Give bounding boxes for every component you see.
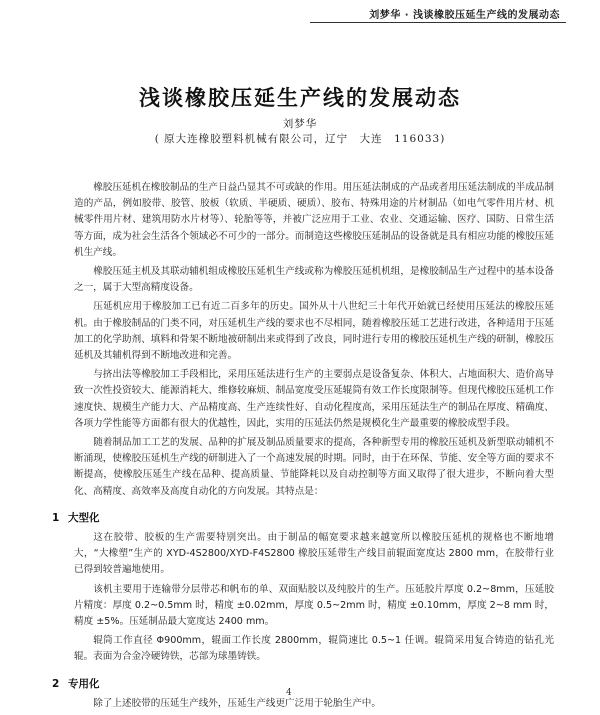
article-affiliation: ( 原大连橡胶塑料机械有限公司，辽宁 大连 116033) bbox=[154, 133, 446, 145]
section-1-paragraph-2: 该机主要用于连输带分层带芯和帆布的单、双面贴胶以及纯胶片的生产。压延胶片厚度 0.2~8mm，压延胶片精度：厚度 0.2~0.5mm 时，精度 ±0.02mm，厚度 0.5~2mm 时，精度 ±0.10mm，厚度 2~8 mm 时，精度 ±5%。压延制品最大宽度达 2400 mm。 bbox=[74, 583, 554, 628]
paragraph-4: 与挤出法等橡胶加工手段相比，采用压延法进行生产的主要弱点是设备复杂、体积大、占地面积大、造价高导致一次性投资较大、能源消耗大、维修较麻烦、制品宽度受压延辊筒有效工作长度限制等。但现代橡胶压延机工作速度快、规模生产能力大、产品精度高、生产连续性好、自动化程度高，采用压延法生产的制品在厚度、精确度、各项力学性能等方面都有很大的优越性，因此，实用的压延法仍然是规模化生产最重要的橡胶成型手段。 bbox=[74, 369, 554, 429]
section-2-paragraph-1: 除了上述胶带的压延生产线外，压延生产线更广泛用于轮胎生产中。 bbox=[93, 697, 381, 709]
running-header: 刘梦华 · 浅谈橡胶压延生产线的发展动态 bbox=[369, 10, 560, 21]
article-title: 浅谈橡胶压延生产线的发展动态 bbox=[139, 86, 461, 110]
article-author: 刘梦华 bbox=[282, 118, 318, 130]
section-2-number: 2 bbox=[52, 677, 60, 690]
paragraph-2: 橡胶压延主机及其联动辅机组成橡胶压延机生产线或称为橡胶压延机机组，是橡胶制品生产过程中的基本设备之一，属于大型高精度设备。 bbox=[74, 266, 554, 294]
section-1-title: 大型化 bbox=[68, 511, 100, 524]
header-rule bbox=[310, 22, 566, 23]
section-1-number: 1 bbox=[52, 511, 60, 524]
page-number: 4 bbox=[286, 688, 292, 698]
section-2-title: 专用化 bbox=[68, 677, 100, 690]
section-1-heading bbox=[52, 510, 554, 526]
paragraph-3: 压延机应用于橡胶加工已有近二百多年的历史。国外从十八世纪三十年代开始就已经使用压延法的橡胶压延机。由于橡胶制品的门类不同，对压延机生产线的要求也不尽相同，随着橡胶压延工艺进行改进，各种适用于压延加工的化学助剂、填料和骨架不断地被研制出来或得到了改良，同时进行专用的橡胶压延机生产线的研制，橡胶压延机及其辅机得到不断地改进和完善。 bbox=[74, 301, 554, 362]
article-body bbox=[52, 180, 554, 715]
section-2-heading bbox=[52, 676, 554, 692]
paragraph-5: 随着制品加工工艺的发展、品种的扩展及制品质量要求的提高，各种新型专用的橡胶压延机及新型联动辅机不断涌现，使橡胶压延机生产线的研制进入了一个高速发展的时期。同时，由于在环保、节能、安全等方面的要求不断提高，使橡胶压延生产线在品种、提高质量、节能降耗以及自动控制等方面又取得了很大进步，不断向着大型化、高精度、高效率及高度自动化的方向发展。其特点是： bbox=[74, 437, 554, 497]
section-1-paragraph-1: 这在胶带、胶板的生产需要特别突出。由于制品的幅宽要求越来越宽所以橡胶压延机的规格也不断地增大，“大橡塑”生产的 XYD-4S2800/XYD-F4S2800 橡胶压延带生产线目前辊面宽度达 2800 mm，在胶带行业已得到较普遍地使用。 bbox=[74, 532, 554, 576]
section-1-paragraph-3: 辊筒工作直径 Φ900mm，辊面工作长度 2800mm，辊筒速比 0.5~1 任调。辊筒采用复合铸造的钻孔光辊。表面为合金冷硬铸铁，芯部为球墨铸铁。 bbox=[74, 635, 554, 663]
paragraph-1: 橡胶压延机在橡胶制品的生产日益凸显其不可或缺的作用。用压延法制成的产品或者用压延法制成的半成品制造的产品，例如胶带、胶管、胶板（软质、半硬质、硬质）、胶布、特殊用途的片材制品（如电气零件用片材、机械零件用片材、建筑用防水片材等）、轮胎等等，并被广泛应用于工业、农业、交通运输、医疗、国防、日常生活等方面，成为社会生活各个领域必不可少的一部分。而制造这些橡胶压延制品的设备就是具有相应功能的橡胶压延机生产线。 bbox=[74, 182, 554, 258]
